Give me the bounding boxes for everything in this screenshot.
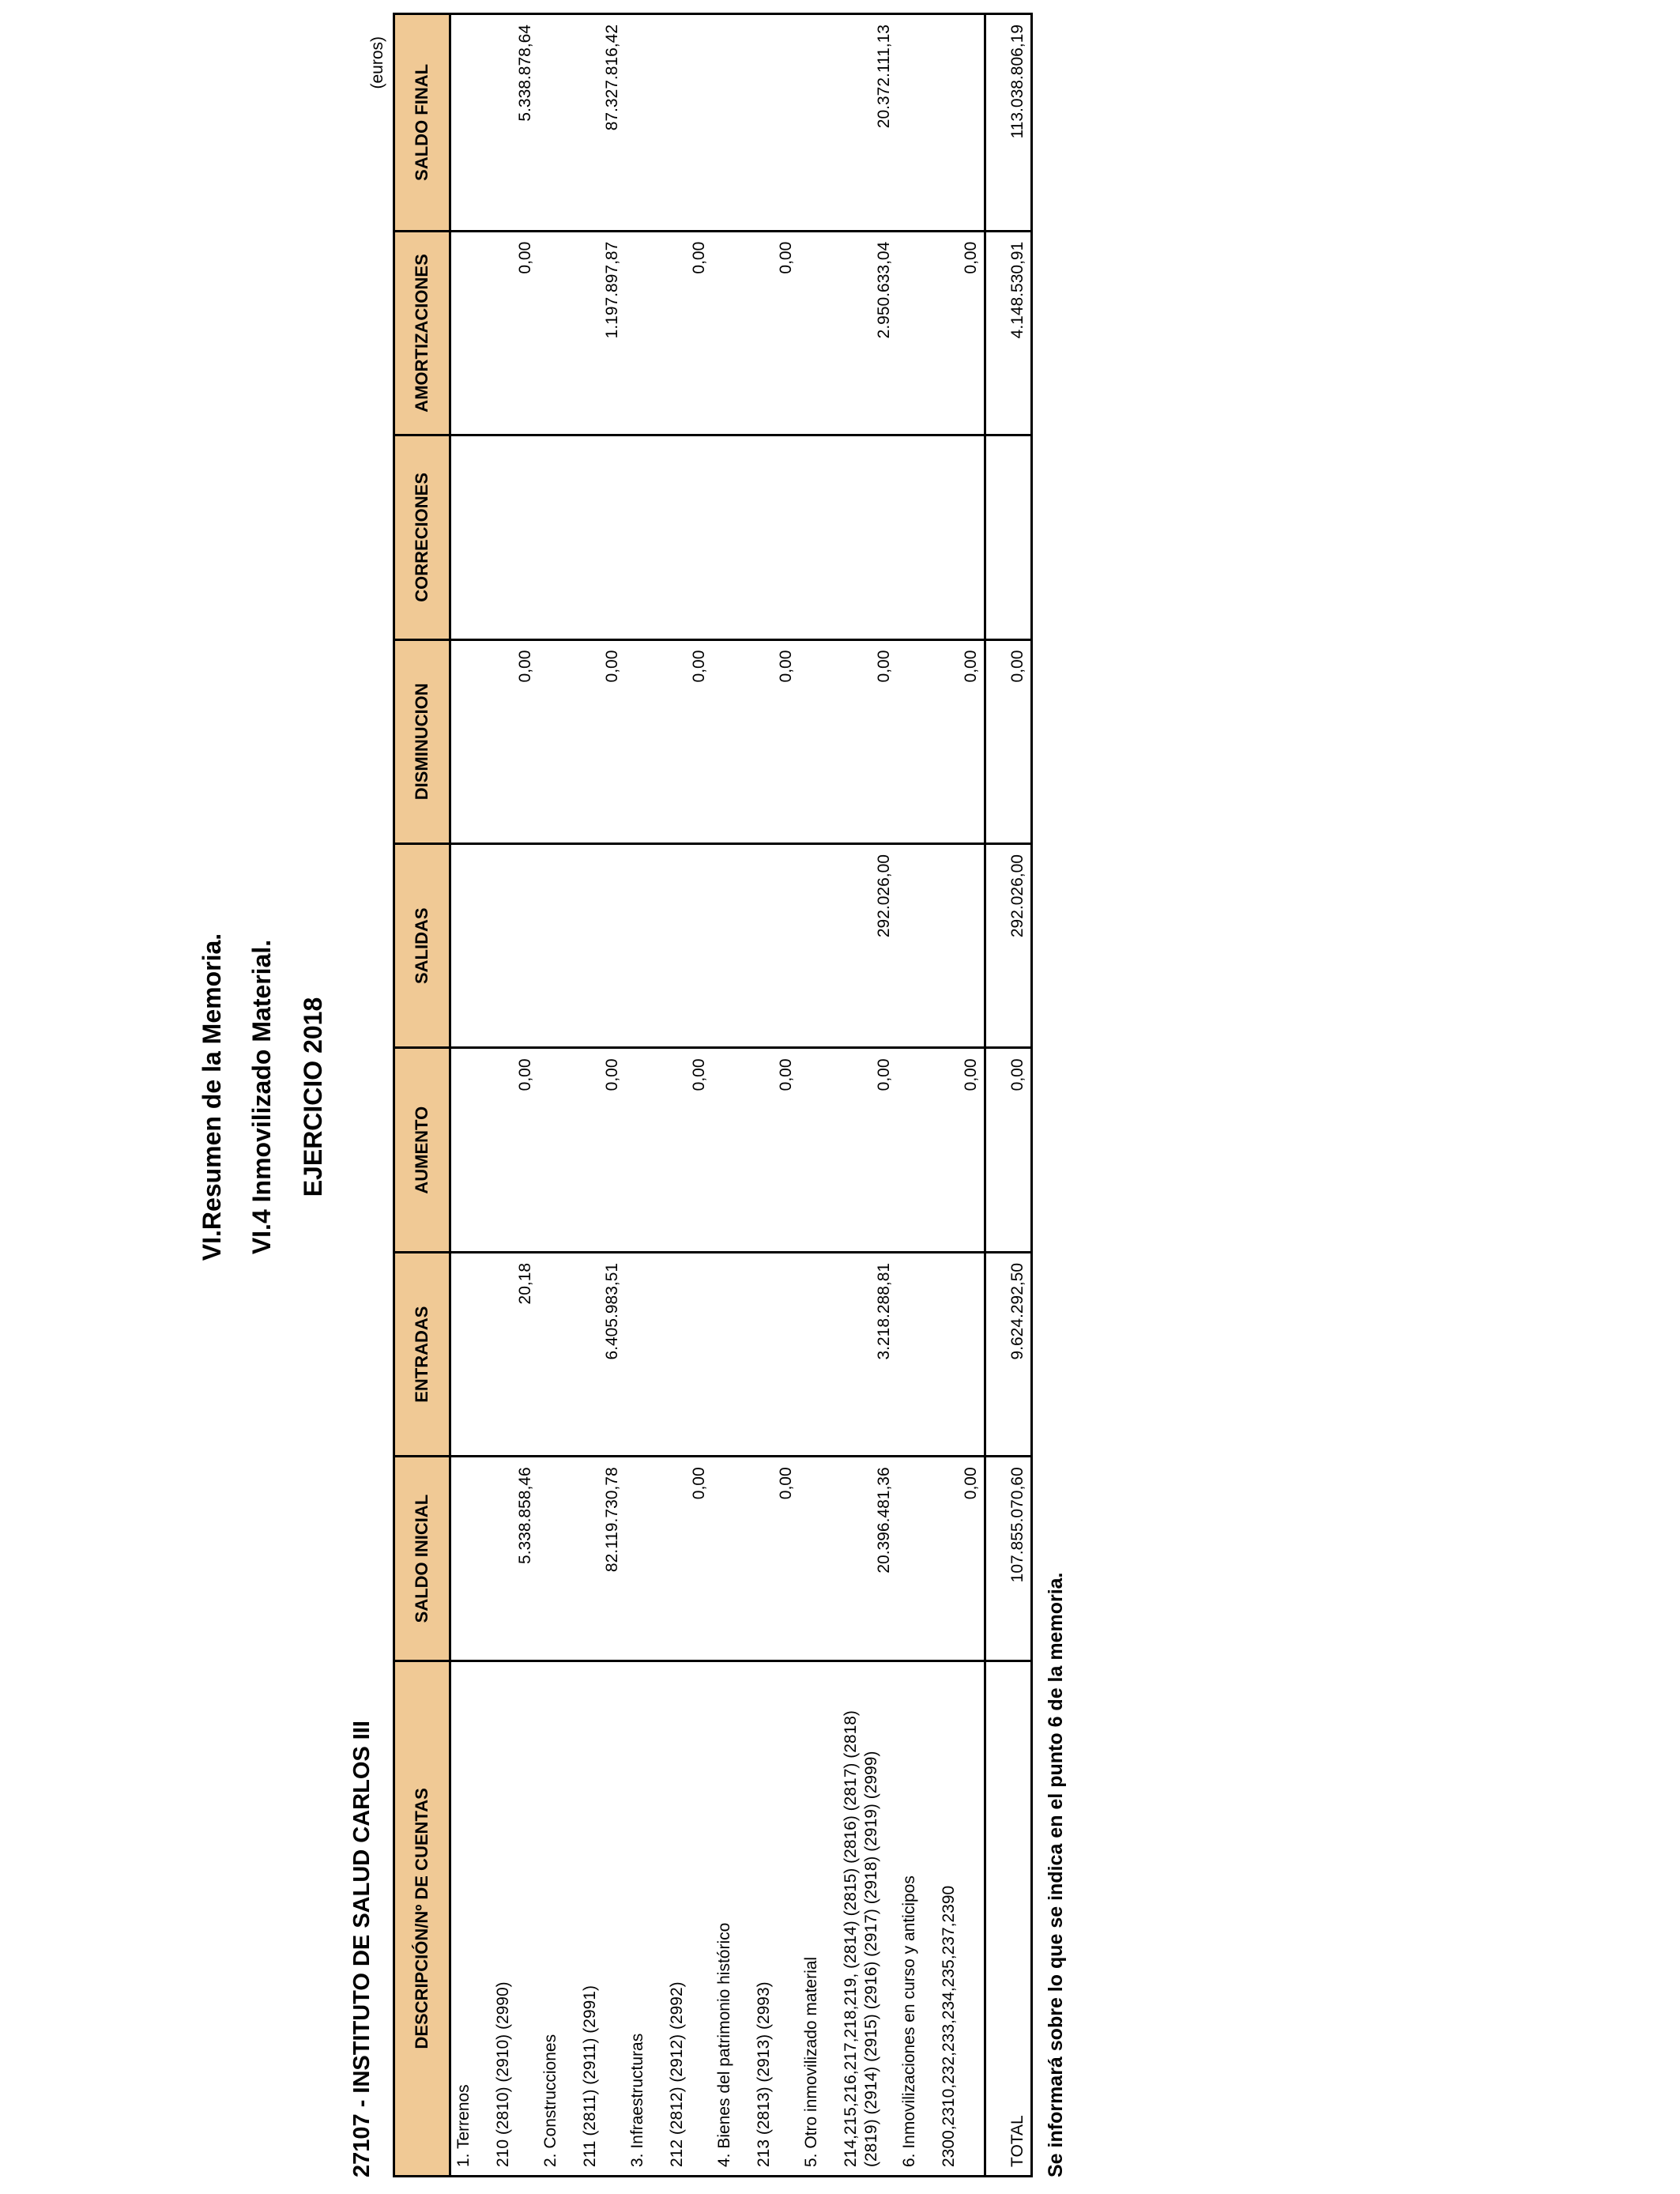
cell-saldo-final: [897, 14, 936, 232]
cell-entradas: 6.405.983,51: [578, 1252, 625, 1456]
row-description: 213 (2813) (2913) (2993): [751, 1661, 799, 2176]
cell-saldo-inicial: 0,00: [936, 1457, 985, 1661]
cell-saldo-inicial: 5.338.858,46: [491, 1457, 538, 1661]
cell-entradas: [625, 1252, 665, 1456]
cell-disminucion: [538, 639, 578, 843]
cell-saldo-inicial: [799, 1457, 838, 1661]
footer-note: Se informará sobre lo que se indica en el punto 6 de la memoria.: [1045, 1572, 1067, 2177]
cell-amortizaciones: [799, 231, 838, 435]
cell-saldo-final: [751, 14, 799, 232]
cell-saldo-final: [712, 14, 751, 232]
cell-salidas: 292.026,00: [985, 844, 1032, 1048]
cell-salidas: [538, 844, 578, 1048]
cell-aumento: 0,00: [491, 1048, 538, 1252]
total-row: [985, 14, 1032, 2177]
row-description: 3. Infraestructuras: [625, 1661, 665, 2176]
row-description: 2. Construcciones: [538, 1661, 578, 2176]
cell-aumento: 0,00: [838, 1048, 897, 1252]
cell-amortizaciones: [538, 231, 578, 435]
cell-correciones: [897, 435, 936, 639]
cell-amortizaciones: 0,00: [491, 231, 538, 435]
row-description: 211 (2811) (2911) (2991): [578, 1661, 625, 2176]
row-description: 212 (2812) (2912) (2992): [665, 1661, 712, 2176]
cell-disminucion: [712, 639, 751, 843]
cell-aumento: 0,00: [936, 1048, 985, 1252]
cell-entradas: [538, 1252, 578, 1456]
cell-disminucion: 0,00: [491, 639, 538, 843]
cell-disminucion: [450, 639, 492, 843]
cell-disminucion: [625, 639, 665, 843]
cell-disminucion: 0,00: [838, 639, 897, 843]
cell-salidas: [625, 844, 665, 1048]
report-title: VI.Resumen de la Memoria.: [198, 933, 226, 1261]
section-row: [712, 14, 751, 2177]
table-row: [936, 14, 985, 2177]
cell-saldo-final: [625, 14, 665, 232]
cell-amortizaciones: [712, 231, 751, 435]
cell-saldo-final: 113.038.806,19: [985, 14, 1032, 232]
row-description: 2300,2310,232,233,234,235,237,2390: [936, 1661, 985, 2176]
cell-saldo-inicial: 82.119.730,78: [578, 1457, 625, 1661]
section-row: [897, 14, 936, 2177]
cell-disminucion: 0,00: [665, 639, 712, 843]
fiscal-year: EJERCICIO 2018: [299, 997, 327, 1197]
cell-salidas: [491, 844, 538, 1048]
cell-saldo-inicial: 107.855.070,60: [985, 1457, 1032, 1661]
cell-saldo-final: 87.327.816,42: [578, 14, 625, 232]
cell-entradas: [712, 1252, 751, 1456]
row-description: 214,215,216,217,218,219, (2814) (2815) (2816) (2817) (2818) (2819) (2914) (2915) (2916) (2917) (2918) (2919) (2999): [838, 1661, 897, 2176]
cell-salidas: 292.026,00: [838, 844, 897, 1048]
cell-aumento: [450, 1048, 492, 1252]
cell-amortizaciones: [897, 231, 936, 435]
cell-salidas: [799, 844, 838, 1048]
cell-saldo-final: [538, 14, 578, 232]
cell-entradas: [936, 1252, 985, 1456]
cell-correciones: [578, 435, 625, 639]
cell-correciones: [491, 435, 538, 639]
cell-amortizaciones: [625, 231, 665, 435]
col-description: DESCRIPCIÓN/Nº DE CUENTAS: [394, 1661, 450, 2176]
cell-correciones: [751, 435, 799, 639]
cell-disminucion: 0,00: [985, 639, 1032, 843]
cell-saldo-inicial: [625, 1457, 665, 1661]
col-amortizaciones: AMORTIZACIONES: [394, 231, 450, 435]
cell-entradas: [665, 1252, 712, 1456]
cell-aumento: 0,00: [665, 1048, 712, 1252]
cell-amortizaciones: 0,00: [936, 231, 985, 435]
cell-entradas: [751, 1252, 799, 1456]
currency-units: (euros): [368, 36, 386, 89]
col-entradas: ENTRADAS: [394, 1252, 450, 1456]
cell-disminucion: 0,00: [751, 639, 799, 843]
cell-saldo-inicial: [897, 1457, 936, 1661]
row-description: 5. Otro inmovilizado material: [799, 1661, 838, 2176]
cell-entradas: 3.218.288,81: [838, 1252, 897, 1456]
cell-entradas: [799, 1252, 838, 1456]
table-header-row: [394, 14, 450, 2177]
cell-correciones: [936, 435, 985, 639]
cell-aumento: [538, 1048, 578, 1252]
col-aumento: AUMENTO: [394, 1048, 450, 1252]
cell-saldo-final: 5.338.878,64: [491, 14, 538, 232]
cell-saldo-final: [665, 14, 712, 232]
section-row: [799, 14, 838, 2177]
cell-aumento: 0,00: [751, 1048, 799, 1252]
cell-saldo-inicial: [450, 1457, 492, 1661]
cell-saldo-inicial: [712, 1457, 751, 1661]
cell-aumento: 0,00: [578, 1048, 625, 1252]
section-row: [625, 14, 665, 2177]
cell-aumento: [897, 1048, 936, 1252]
cell-saldo-inicial: [538, 1457, 578, 1661]
cell-salidas: [751, 844, 799, 1048]
cell-saldo-final: [936, 14, 985, 232]
col-correciones: CORRECIONES: [394, 435, 450, 639]
cell-correciones: [538, 435, 578, 639]
section-row: [538, 14, 578, 2177]
cell-correciones: [799, 435, 838, 639]
row-description: 210 (2810) (2910) (2990): [491, 1661, 538, 2176]
table-row: [838, 14, 897, 2177]
cell-amortizaciones: 2.950.633,04: [838, 231, 897, 435]
cell-salidas: [897, 844, 936, 1048]
cell-amortizaciones: 4.148.530,91: [985, 231, 1032, 435]
table-row: [751, 14, 799, 2177]
section-title: VI.4 Inmovilizado Material.: [247, 939, 276, 1255]
cell-salidas: [450, 844, 492, 1048]
cell-salidas: [936, 844, 985, 1048]
cell-salidas: [578, 844, 625, 1048]
cell-amortizaciones: [450, 231, 492, 435]
cell-aumento: [625, 1048, 665, 1252]
table-row: [578, 14, 625, 2177]
cell-correciones: [625, 435, 665, 639]
table-row: [665, 14, 712, 2177]
col-saldo-inicial: SALDO INICIAL: [394, 1457, 450, 1661]
cell-entradas: 20,18: [491, 1252, 538, 1456]
cell-salidas: [712, 844, 751, 1048]
cell-salidas: [665, 844, 712, 1048]
cell-aumento: [712, 1048, 751, 1252]
cell-amortizaciones: 0,00: [665, 231, 712, 435]
cell-entradas: 9.624.292,50: [985, 1252, 1032, 1456]
section-row: [450, 14, 492, 2177]
col-salidas: SALIDAS: [394, 844, 450, 1048]
cell-saldo-inicial: 0,00: [665, 1457, 712, 1661]
cell-correciones: [450, 435, 492, 639]
organism-name: 27107 - INSTITUTO DE SALUD CARLOS III: [349, 1721, 375, 2177]
cell-saldo-final: [799, 14, 838, 232]
cell-disminucion: 0,00: [936, 639, 985, 843]
table-row: [491, 14, 538, 2177]
cell-saldo-inicial: 20.396.481,36: [838, 1457, 897, 1661]
row-description: 6. Inmovilizaciones en curso y anticipos: [897, 1661, 936, 2176]
cell-disminucion: 0,00: [578, 639, 625, 843]
col-disminucion: DISMINUCION: [394, 639, 450, 843]
cell-amortizaciones: 0,00: [751, 231, 799, 435]
table-body: [450, 14, 1032, 2177]
row-description: 4. Bienes del patrimonio histórico: [712, 1661, 751, 2176]
cell-correciones: [665, 435, 712, 639]
asset-table: [393, 13, 1033, 2177]
cell-correciones: [838, 435, 897, 639]
cell-correciones: [985, 435, 1032, 639]
cell-saldo-inicial: 0,00: [751, 1457, 799, 1661]
cell-saldo-final: [450, 14, 492, 232]
row-description: TOTAL: [985, 1661, 1032, 2176]
cell-aumento: 0,00: [985, 1048, 1032, 1252]
cell-entradas: [897, 1252, 936, 1456]
cell-entradas: [450, 1252, 492, 1456]
cell-correciones: [712, 435, 751, 639]
cell-amortizaciones: 1.197.897,87: [578, 231, 625, 435]
cell-disminucion: [897, 639, 936, 843]
cell-saldo-final: 20.372.111,13: [838, 14, 897, 232]
row-description: 1. Terrenos: [450, 1661, 492, 2176]
cell-aumento: [799, 1048, 838, 1252]
cell-disminucion: [799, 639, 838, 843]
col-saldo-final: SALDO FINAL: [394, 14, 450, 232]
